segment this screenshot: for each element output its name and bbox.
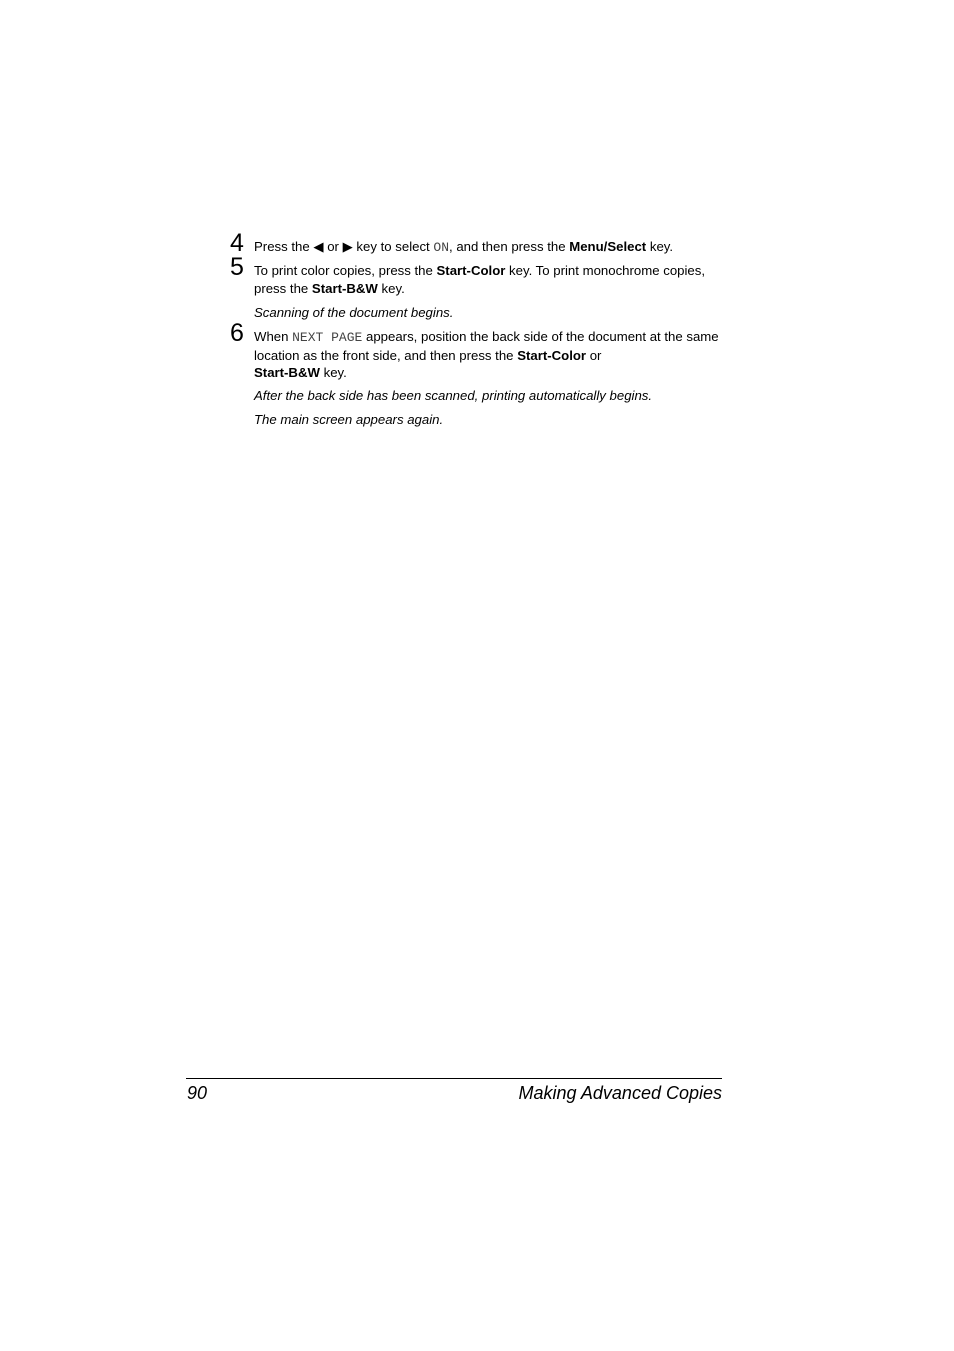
- key-name: Start-Color: [436, 263, 506, 278]
- step-number: 5: [230, 253, 244, 281]
- key-name: Start-Color: [517, 347, 587, 363]
- right-arrow-icon: ▶: [342, 239, 353, 254]
- page-number: 90: [187, 1083, 208, 1103]
- key-name: Start-B&W: [254, 365, 320, 380]
- key-name: Menu/Select: [569, 239, 647, 254]
- step-text: To print color copies, press the Start-Color key. To print monochrome copies, press the Start-B&W key.: [254, 263, 706, 296]
- key-name: Start-B&W: [311, 280, 378, 296]
- left-arrow-icon: ◀: [313, 239, 324, 254]
- step-number: 4: [230, 229, 244, 257]
- step-6-note-1: After the back side has been scanned, printing automatically begins.: [254, 388, 653, 403]
- footer-rule: [186, 1078, 722, 1079]
- display-code: NEXT PAGE: [292, 330, 363, 345]
- step-6-note-2: The main screen appears again.: [254, 412, 444, 427]
- step-number: 6: [230, 319, 244, 347]
- step-5-note: Scanning of the document begins.: [254, 305, 454, 320]
- step-text: When NEXT PAGE appears, position the back side of the document at the same location as the front side, and then press the Start-Color or Start-B&W key.: [254, 329, 719, 380]
- section-title: Making Advanced Copies: [518, 1083, 722, 1103]
- display-code: ON: [433, 240, 449, 255]
- step-text: Press the ◀ or ▶ key to select ON, and then press the Menu/Select key.: [254, 239, 674, 255]
